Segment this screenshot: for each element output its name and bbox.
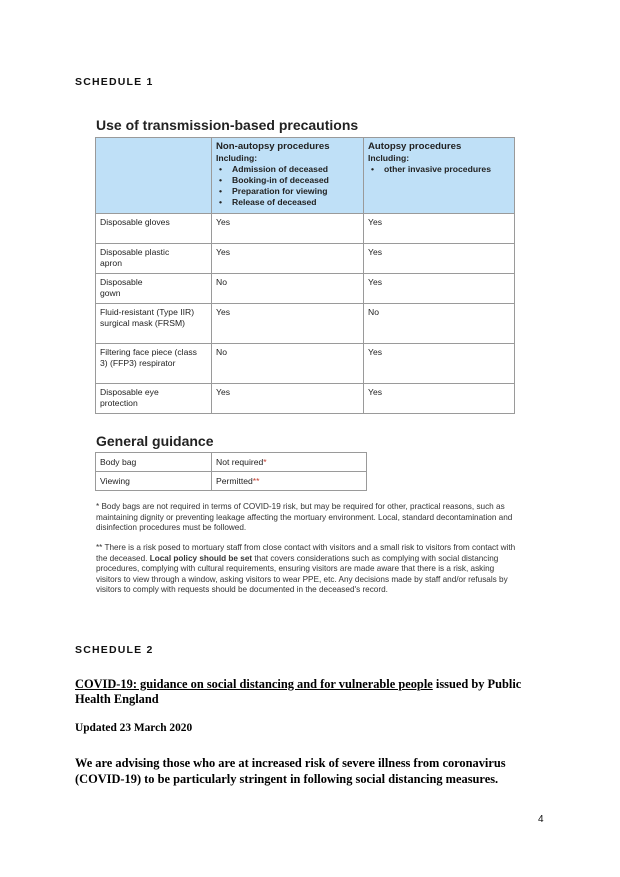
footnote-marker: ** <box>252 476 260 486</box>
table-row <box>96 214 515 244</box>
general-guidance-title <box>96 433 213 449</box>
general-value-text: Not required <box>216 457 264 467</box>
autopsy-value-cell: No <box>364 304 515 344</box>
list-item: • Release of deceased <box>216 197 359 208</box>
non-autopsy-value-cell: Yes <box>212 244 364 274</box>
non-autopsy-including-label: Including: <box>216 153 258 163</box>
list-item: • Preparation for viewing <box>216 186 359 197</box>
header-autopsy <box>364 138 515 214</box>
non-autopsy-value-cell: No <box>212 344 364 384</box>
ppe-item-cell: Disposable gown <box>96 274 212 304</box>
footnote-2-part-a: ** There is a risk posed to mortuary staff from close contact with visitors and a small risk to visitors from contact with the deceased. <box>96 543 516 563</box>
ppe-item-cell: Filtering face piece (class 3) (FFP3) respirator <box>96 344 212 384</box>
issued-by-text: issued by Public Health England <box>75 677 522 706</box>
precautions-title-text: Use of transmission-based precautions <box>96 117 359 133</box>
ppe-item-cell: Disposable gloves <box>96 214 212 244</box>
page-number: 4 <box>538 814 544 825</box>
non-autopsy-value-cell: Yes <box>212 214 364 244</box>
non-autopsy-heading: Non-autopsy procedures <box>216 141 330 152</box>
schedule-2-heading: SCHEDULE 2 <box>75 644 154 656</box>
footnote-marker: * <box>263 457 267 467</box>
non-autopsy-list <box>216 164 359 208</box>
table-row <box>96 453 367 472</box>
general-value-cell <box>212 472 367 491</box>
schedule-1-heading: SCHEDULE 1 <box>75 76 154 88</box>
footnote-2-part-b: that covers considerations such as complying with social distancing procedures, complying with cultural requirements, ensuring visitors are made aware that there is a risk, asking visitors to view through a window, asking visitors to wear PPE, etc. Any decisions made by staff and/or refusals by visitors to comply with requests should be documented in the deceased's record. <box>96 553 508 595</box>
table-row <box>96 304 515 344</box>
footnote-2 <box>96 543 516 596</box>
ppe-item-cell: Disposable plastic apron <box>96 244 212 274</box>
list-item: • other invasive procedures <box>368 164 510 175</box>
precautions-table <box>95 137 515 414</box>
table-row <box>96 472 367 491</box>
footnote-1 <box>96 502 516 534</box>
ppe-item-cell: Fluid-resistant (Type IIR) surgical mask (FRSM) <box>96 304 212 344</box>
autopsy-value-cell: Yes <box>364 214 515 244</box>
autopsy-value-cell: Yes <box>364 344 515 384</box>
footnote-2-bold: Local policy should be set <box>149 553 253 563</box>
list-item: • Admission of deceased <box>216 164 359 175</box>
autopsy-heading: Autopsy procedures <box>368 141 462 152</box>
general-guidance-table <box>95 452 367 491</box>
table-row <box>96 384 515 414</box>
header-empty-cell <box>96 138 212 214</box>
general-item-cell: Body bag <box>96 453 212 472</box>
list-item: • Booking-in of deceased <box>216 175 359 186</box>
autopsy-value-cell: Yes <box>364 384 515 414</box>
autopsy-list <box>368 164 510 175</box>
autopsy-value-cell: Yes <box>364 274 515 304</box>
non-autopsy-value-cell: Yes <box>212 304 364 344</box>
footnote-2-text <box>96 543 516 596</box>
general-value-text: Permitted <box>216 476 253 486</box>
guidance-link[interactable]: COVID-19: guidance on social distancing and for vulnerable people <box>75 677 433 691</box>
table-row <box>96 274 515 304</box>
table-row <box>96 244 515 274</box>
table-row <box>96 344 515 384</box>
footnote-1-text: * Body bags are not required in terms of COVID-19 risk, but may be required for other, practical reasons, such as maintaining dignity or preventing leakage affecting the mortuary environment. Local, standard decontamination and disinfection procedures must be followed. <box>96 502 513 533</box>
autopsy-value-cell: Yes <box>364 244 515 274</box>
general-guidance-title-text: General guidance <box>96 433 214 449</box>
updated-date: Updated 23 March 2020 <box>75 722 193 734</box>
precautions-title <box>96 117 358 133</box>
non-autopsy-value-cell: No <box>212 274 364 304</box>
guidance-reference <box>75 677 530 707</box>
ppe-item-cell: Disposable eye protection <box>96 384 212 414</box>
advice-paragraph: We are advising those who are at increased risk of severe illness from coronavirus (COVID-19) to be particularly stringent in following social distancing measures. <box>75 756 506 786</box>
header-non-autopsy <box>212 138 364 214</box>
general-item-cell: Viewing <box>96 472 212 491</box>
general-value-cell <box>212 453 367 472</box>
autopsy-including-label: Including: <box>368 153 410 163</box>
precautions-header-row <box>96 138 515 214</box>
non-autopsy-value-cell: Yes <box>212 384 364 414</box>
